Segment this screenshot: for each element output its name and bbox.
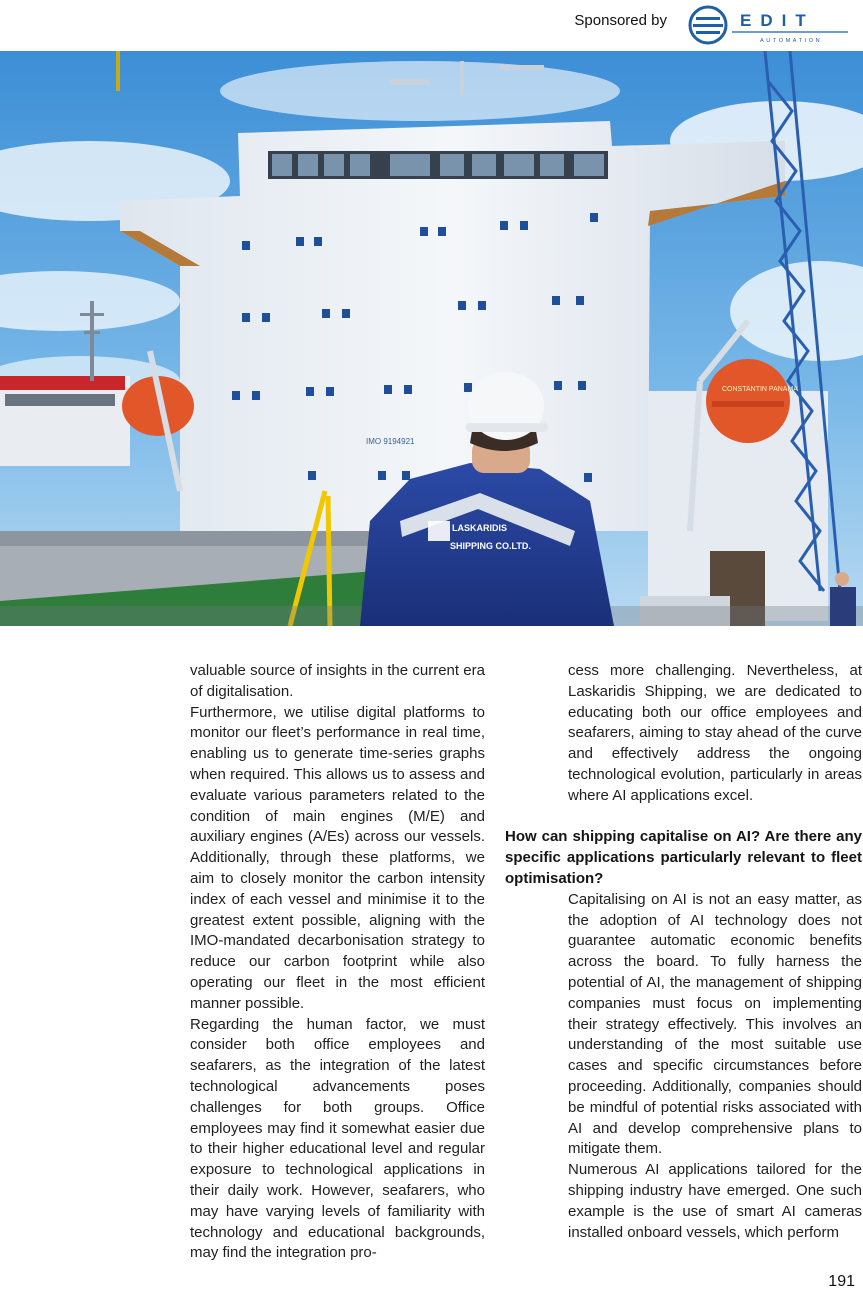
jacket-text-line1: LASKARIDIS xyxy=(452,523,508,533)
paragraph: Furthermore, we utilise digital platforms to monitor our fleet’s performance in real time, enabling us to generate time-series graphs when required. This allows us to assess and evaluate various parameters related to the condition of main engines (M/E) and auxiliary engines (A/Es) across our vessels. Additionally, through these platforms, we aim to closely monitor the carbon intensity index of each vessel and minimise it to the greatest extent possible, aligning with the IMO-mandated decarbonisation strategy to reduce our carbon footprint while also operating our fleet in the most efficient manner possible. xyxy=(190,703,485,1012)
ship-photo-illustration xyxy=(0,51,863,626)
page-number: 191 xyxy=(828,1273,855,1290)
radar-mast xyxy=(460,61,464,96)
logo-word: EDIT xyxy=(740,11,815,30)
edit-automation-logo xyxy=(688,4,853,46)
article-column-left xyxy=(190,661,485,1264)
paragraph: Capitalising on AI is not an easy matter, as the adoption of AI technology does not guarantee automatic economic benefits across the board. To fully harness the potential of AI, the management of shipping companies must focus on implementing their strategy effectively. This involves an understanding of the most suitable use cases and specific circumstances before proceeding. Additionally, companies should be mindful of potential risks associated with AI and develop comprehensive plans to mitigate them. xyxy=(568,890,862,1158)
paragraph: Regarding the human factor, we must consider both office employees and seafarers, as the integration of the latest technological advancements poses challenges for both groups. Office employees may find it somewhat easier due to their higher educational level and regular exposure to technological applications in their daily work. However, seafarers, who may have varying levels of familiarity with technology and educational backgrounds, may find the integration pro- xyxy=(190,1015,485,1262)
ship-photo xyxy=(0,51,863,626)
logo-emblem-stripe xyxy=(696,17,720,20)
paragraph: Numerous AI applications tailored for the shipping industry have emerged. One such example is the use of smart AI cameras installed onboard vessels, which perform xyxy=(568,1161,862,1241)
logo-emblem-stripe xyxy=(696,31,720,34)
left-vessel-windows xyxy=(5,394,115,406)
article-column-right xyxy=(505,661,862,1243)
sponsor-label: Sponsored by xyxy=(574,12,667,29)
left-vessel-red-band xyxy=(0,376,125,390)
jacket-text-line2: SHIPPING CO.LTD. xyxy=(450,541,531,551)
imo-marking: IMO 9194921 xyxy=(366,437,415,446)
cloud xyxy=(220,61,620,121)
paragraph: valuable source of insights in the current era of digitalisation. xyxy=(190,662,485,700)
company-emblem xyxy=(428,521,450,541)
logo-emblem-stripe xyxy=(693,24,723,27)
paragraph: cess more challenging. Nevertheless, at Laskaridis Shipping, we are dedicated to educating both our office employees and seafarers, aiming to stay ahead of the curve and effectively address the ongoing technological evolution, particularly in areas where AI applications excel. xyxy=(568,662,862,804)
logo-subtitle: AUTOMATION xyxy=(760,38,823,44)
lifeboat-text: CONSTANTIN PANAMA xyxy=(722,386,798,393)
yellow-pole xyxy=(116,51,120,91)
sponsor-header xyxy=(0,0,863,50)
interview-question: How can shipping capitalise on AI? Are there any specific applications particularly relevant to fleet optimisation? xyxy=(505,828,862,887)
